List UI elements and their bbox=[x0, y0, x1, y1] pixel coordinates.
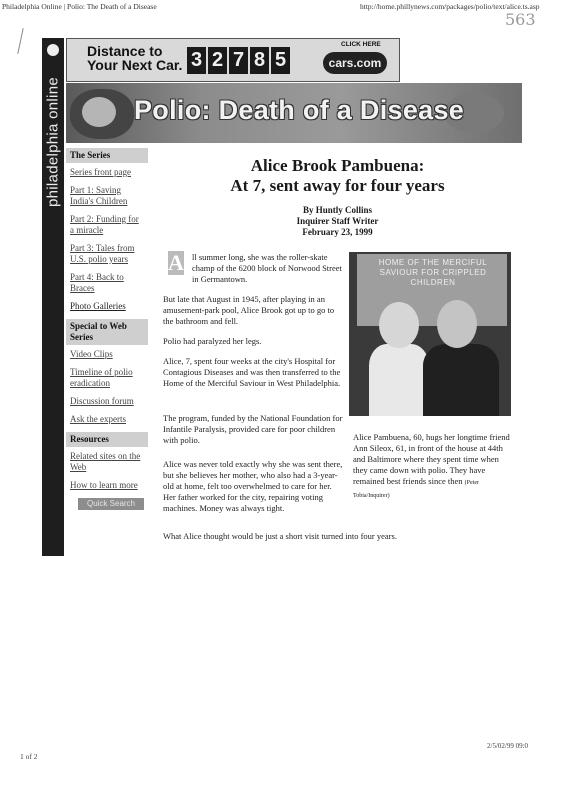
article-photo bbox=[349, 252, 511, 416]
print-header-title: Philadelphia Online | Polio: The Death of a Disease bbox=[2, 2, 157, 11]
nav-link-part3[interactable]: Part 3: Tales from U.S. polio years bbox=[70, 243, 135, 264]
series-banner bbox=[66, 83, 522, 143]
article-byline bbox=[250, 205, 425, 238]
article-paragraph: Alice was never told exactly why she was sent there, but she believes her mother, who also had a 3-year-old at home, felt too overwhelmed to care for her. Her father worked for the city, repairing voting machines. Money was always tight. bbox=[163, 459, 343, 513]
ad-banner[interactable] bbox=[66, 38, 400, 82]
nav-link-part2[interactable]: Part 2: Funding for a miracle bbox=[70, 214, 139, 235]
banner-title: Polio: Death of a Disease bbox=[134, 95, 465, 125]
article-paragraph: Alice, 7, spent four weeks at the city's Hospital for Contagious Diseases and was then transferred to the Home of the Merciful Saviour in West Philadelphia. bbox=[163, 356, 341, 388]
photo-person-right-head bbox=[437, 300, 477, 348]
nav-heading-resources: Resources bbox=[66, 432, 148, 447]
print-date: 2/5/02/99 09:0 bbox=[487, 742, 529, 750]
odometer-digit: 3 bbox=[187, 47, 206, 74]
brand-name: philadelphia online bbox=[44, 77, 62, 207]
article-paragraph: The program, funded by the National Foundation for Infantile Paralysis, provided care for poor children with polio. bbox=[163, 413, 343, 445]
pen-mark bbox=[17, 28, 23, 54]
nav-link-learn-more[interactable]: How to learn more bbox=[70, 480, 138, 490]
article-closing: What Alice thought would be just a short visit turned into four years. bbox=[163, 531, 397, 541]
ad-sponsor-logo[interactable]: cars.com bbox=[323, 52, 387, 74]
nav-heading-special: Special to Web Series bbox=[66, 319, 148, 345]
nav-link-part4[interactable]: Part 4: Back to Braces bbox=[70, 272, 124, 293]
photo-credit: (Peter Tobia/Inquirer) bbox=[353, 480, 479, 499]
photo-person-left bbox=[369, 344, 429, 416]
article-paragraph: But late that August in 1945, after playing in an amusement-park pool, Alice Brook got up to go to the bathroom and fell. bbox=[163, 294, 335, 326]
byline-date: February 23, 1999 bbox=[302, 227, 373, 237]
photo-person-right bbox=[423, 344, 499, 416]
nav-link-related-sites[interactable]: Related sites on the Web bbox=[70, 451, 141, 472]
ad-headline: Distance to Your Next Car. bbox=[87, 43, 183, 73]
drop-cap: A bbox=[168, 250, 184, 275]
byline-author: By Huntly Collins bbox=[302, 205, 373, 215]
odometer-digit: 2 bbox=[208, 47, 227, 74]
nav-link-part1[interactable]: Part 1: Saving India's Children bbox=[70, 185, 128, 206]
odometer-digit: 7 bbox=[229, 47, 248, 74]
ad-odometer bbox=[187, 47, 290, 74]
quick-search-button[interactable]: Quick Search bbox=[78, 498, 144, 510]
nav-link-timeline[interactable]: Timeline of polio eradication bbox=[70, 367, 133, 388]
nav-link-video-clips[interactable]: Video Clips bbox=[70, 349, 113, 359]
nav-link-ask-experts[interactable]: Ask the experts bbox=[70, 414, 126, 424]
nav-link-front-page[interactable]: Series front page bbox=[70, 167, 131, 177]
photo-sign-text: HOME OF THE MERCIFUL SAVIOUR FOR CRIPPLED CHILDREN bbox=[378, 258, 488, 287]
brand-sidebar bbox=[42, 38, 64, 556]
brand-logo-icon bbox=[47, 44, 59, 56]
nav-link-photo-galleries[interactable]: Photo Galleries bbox=[70, 301, 126, 311]
article-title: Alice Brook Pambuena: At 7, sent away for four years bbox=[230, 156, 445, 195]
ad-click-here[interactable]: CLICK HERE bbox=[341, 41, 381, 48]
photo-caption: Alice Pambuena, 60, hugs her longtime friend Ann Sileox, 61, in front of the house at 44th and Baltimore where they spent time when they came down with polio. They have remained best friends since then (Peter Tobia/Inquirer) bbox=[353, 432, 510, 499]
byline-role: Inquirer Staff Writer bbox=[296, 216, 379, 226]
print-header-url: http://home.phillynews.com/packages/polio/text/alice.ts.asp bbox=[360, 2, 540, 11]
odometer-digit: 5 bbox=[271, 47, 290, 74]
nav-link-discussion-forum[interactable]: Discussion forum bbox=[70, 396, 134, 406]
handwritten-page-number: 563 bbox=[505, 10, 536, 29]
article-paragraph: ll summer long, she was the roller-skate champ of the 6200 block of Norwood Street in Germantown. bbox=[192, 252, 342, 284]
series-nav bbox=[66, 148, 148, 510]
page-count: 1 of 2 bbox=[20, 752, 38, 761]
banner-illustration-highlight bbox=[82, 97, 116, 127]
nav-heading-series: The Series bbox=[66, 148, 148, 163]
article-paragraph: Polio had paralyzed her legs. bbox=[163, 336, 262, 346]
photo-person-left-head bbox=[379, 302, 419, 348]
odometer-digit: 8 bbox=[250, 47, 269, 74]
